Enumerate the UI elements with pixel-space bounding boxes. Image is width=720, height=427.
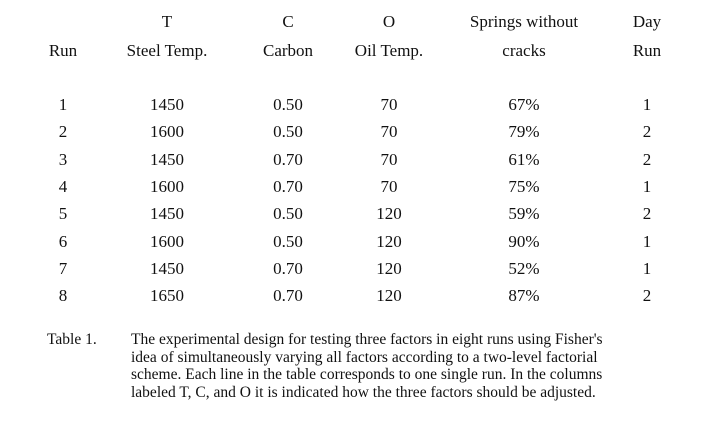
header-steel-temp: Steel Temp. (126, 41, 208, 60)
cell-run: 2 (58, 122, 68, 141)
cell-steel-temp: 1450 (150, 204, 184, 223)
cell-springs-without-cracks: 87% (508, 286, 540, 305)
header-oil-temp: Oil Temp. (354, 41, 424, 60)
cell-oil-temp: 70 (380, 150, 398, 169)
cell-run: 5 (58, 204, 68, 223)
cell-run: 7 (58, 259, 68, 278)
header-oil-temp-symbol: O (382, 12, 396, 31)
header-carbon-symbol: C (282, 12, 294, 31)
cell-day-run: 2 (642, 122, 652, 141)
cell-carbon: 0.70 (273, 286, 303, 305)
cell-springs-without-cracks: 90% (508, 232, 540, 251)
header-carbon: Carbon (262, 41, 314, 60)
header-day-run: Run (632, 41, 662, 60)
caption-line: idea of simultaneously varying all factors according to a two-level factorial (131, 348, 598, 366)
caption-line: The experimental design for testing three factors in eight runs using Fisher's (131, 331, 603, 348)
cell-springs-without-cracks: 67% (508, 95, 540, 114)
cell-steel-temp: 1650 (150, 286, 184, 305)
cell-run: 1 (58, 95, 68, 114)
header-springs-without-cracks-symbol: Springs without (469, 12, 579, 31)
header-run: Run (48, 41, 78, 60)
header-steel-temp-symbol: T (161, 12, 173, 31)
cell-oil-temp: 70 (380, 122, 398, 141)
cell-run: 4 (58, 177, 68, 196)
cell-oil-temp: 70 (380, 95, 398, 114)
cell-day-run: 1 (642, 259, 652, 278)
cell-springs-without-cracks: 79% (508, 122, 540, 141)
cell-springs-without-cracks: 59% (508, 204, 540, 223)
caption-label: Table 1. (47, 331, 97, 348)
cell-steel-temp: 1450 (150, 150, 184, 169)
caption-line: labeled T, C, and O it is indicated how the three factors should be adjusted. (131, 383, 596, 401)
cell-carbon: 0.70 (273, 177, 303, 196)
cell-steel-temp: 1600 (150, 177, 184, 196)
header-day-run-symbol: Day (632, 12, 662, 31)
cell-carbon: 0.50 (273, 232, 303, 251)
table-caption (47, 331, 687, 401)
cell-steel-temp: 1600 (150, 232, 184, 251)
caption-text (131, 331, 687, 401)
cell-oil-temp: 70 (380, 177, 398, 196)
cell-carbon: 0.70 (273, 259, 303, 278)
cell-day-run: 1 (642, 232, 652, 251)
cell-springs-without-cracks: 61% (508, 150, 540, 169)
cell-steel-temp: 1450 (150, 95, 184, 114)
cell-day-run: 1 (642, 177, 652, 196)
cell-steel-temp: 1600 (150, 122, 184, 141)
cell-springs-without-cracks: 75% (508, 177, 540, 196)
cell-run: 3 (58, 150, 68, 169)
cell-oil-temp: 120 (376, 232, 402, 251)
cell-day-run: 2 (642, 150, 652, 169)
cell-oil-temp: 120 (376, 259, 402, 278)
cell-carbon: 0.70 (273, 150, 303, 169)
cell-day-run: 2 (642, 204, 652, 223)
caption-line: scheme. Each line in the table corresponds to one single run. In the columns (131, 366, 603, 383)
cell-carbon: 0.50 (273, 204, 303, 223)
cell-steel-temp: 1450 (150, 259, 184, 278)
cell-run: 8 (58, 286, 68, 305)
cell-carbon: 0.50 (273, 95, 303, 114)
cell-springs-without-cracks: 52% (508, 259, 540, 278)
header-springs-without-cracks: cracks (502, 41, 546, 60)
cell-carbon: 0.50 (273, 122, 303, 141)
cell-run: 6 (58, 232, 68, 251)
cell-oil-temp: 120 (376, 204, 402, 223)
cell-day-run: 2 (642, 286, 652, 305)
cell-oil-temp: 120 (376, 286, 402, 305)
cell-day-run: 1 (642, 95, 652, 114)
